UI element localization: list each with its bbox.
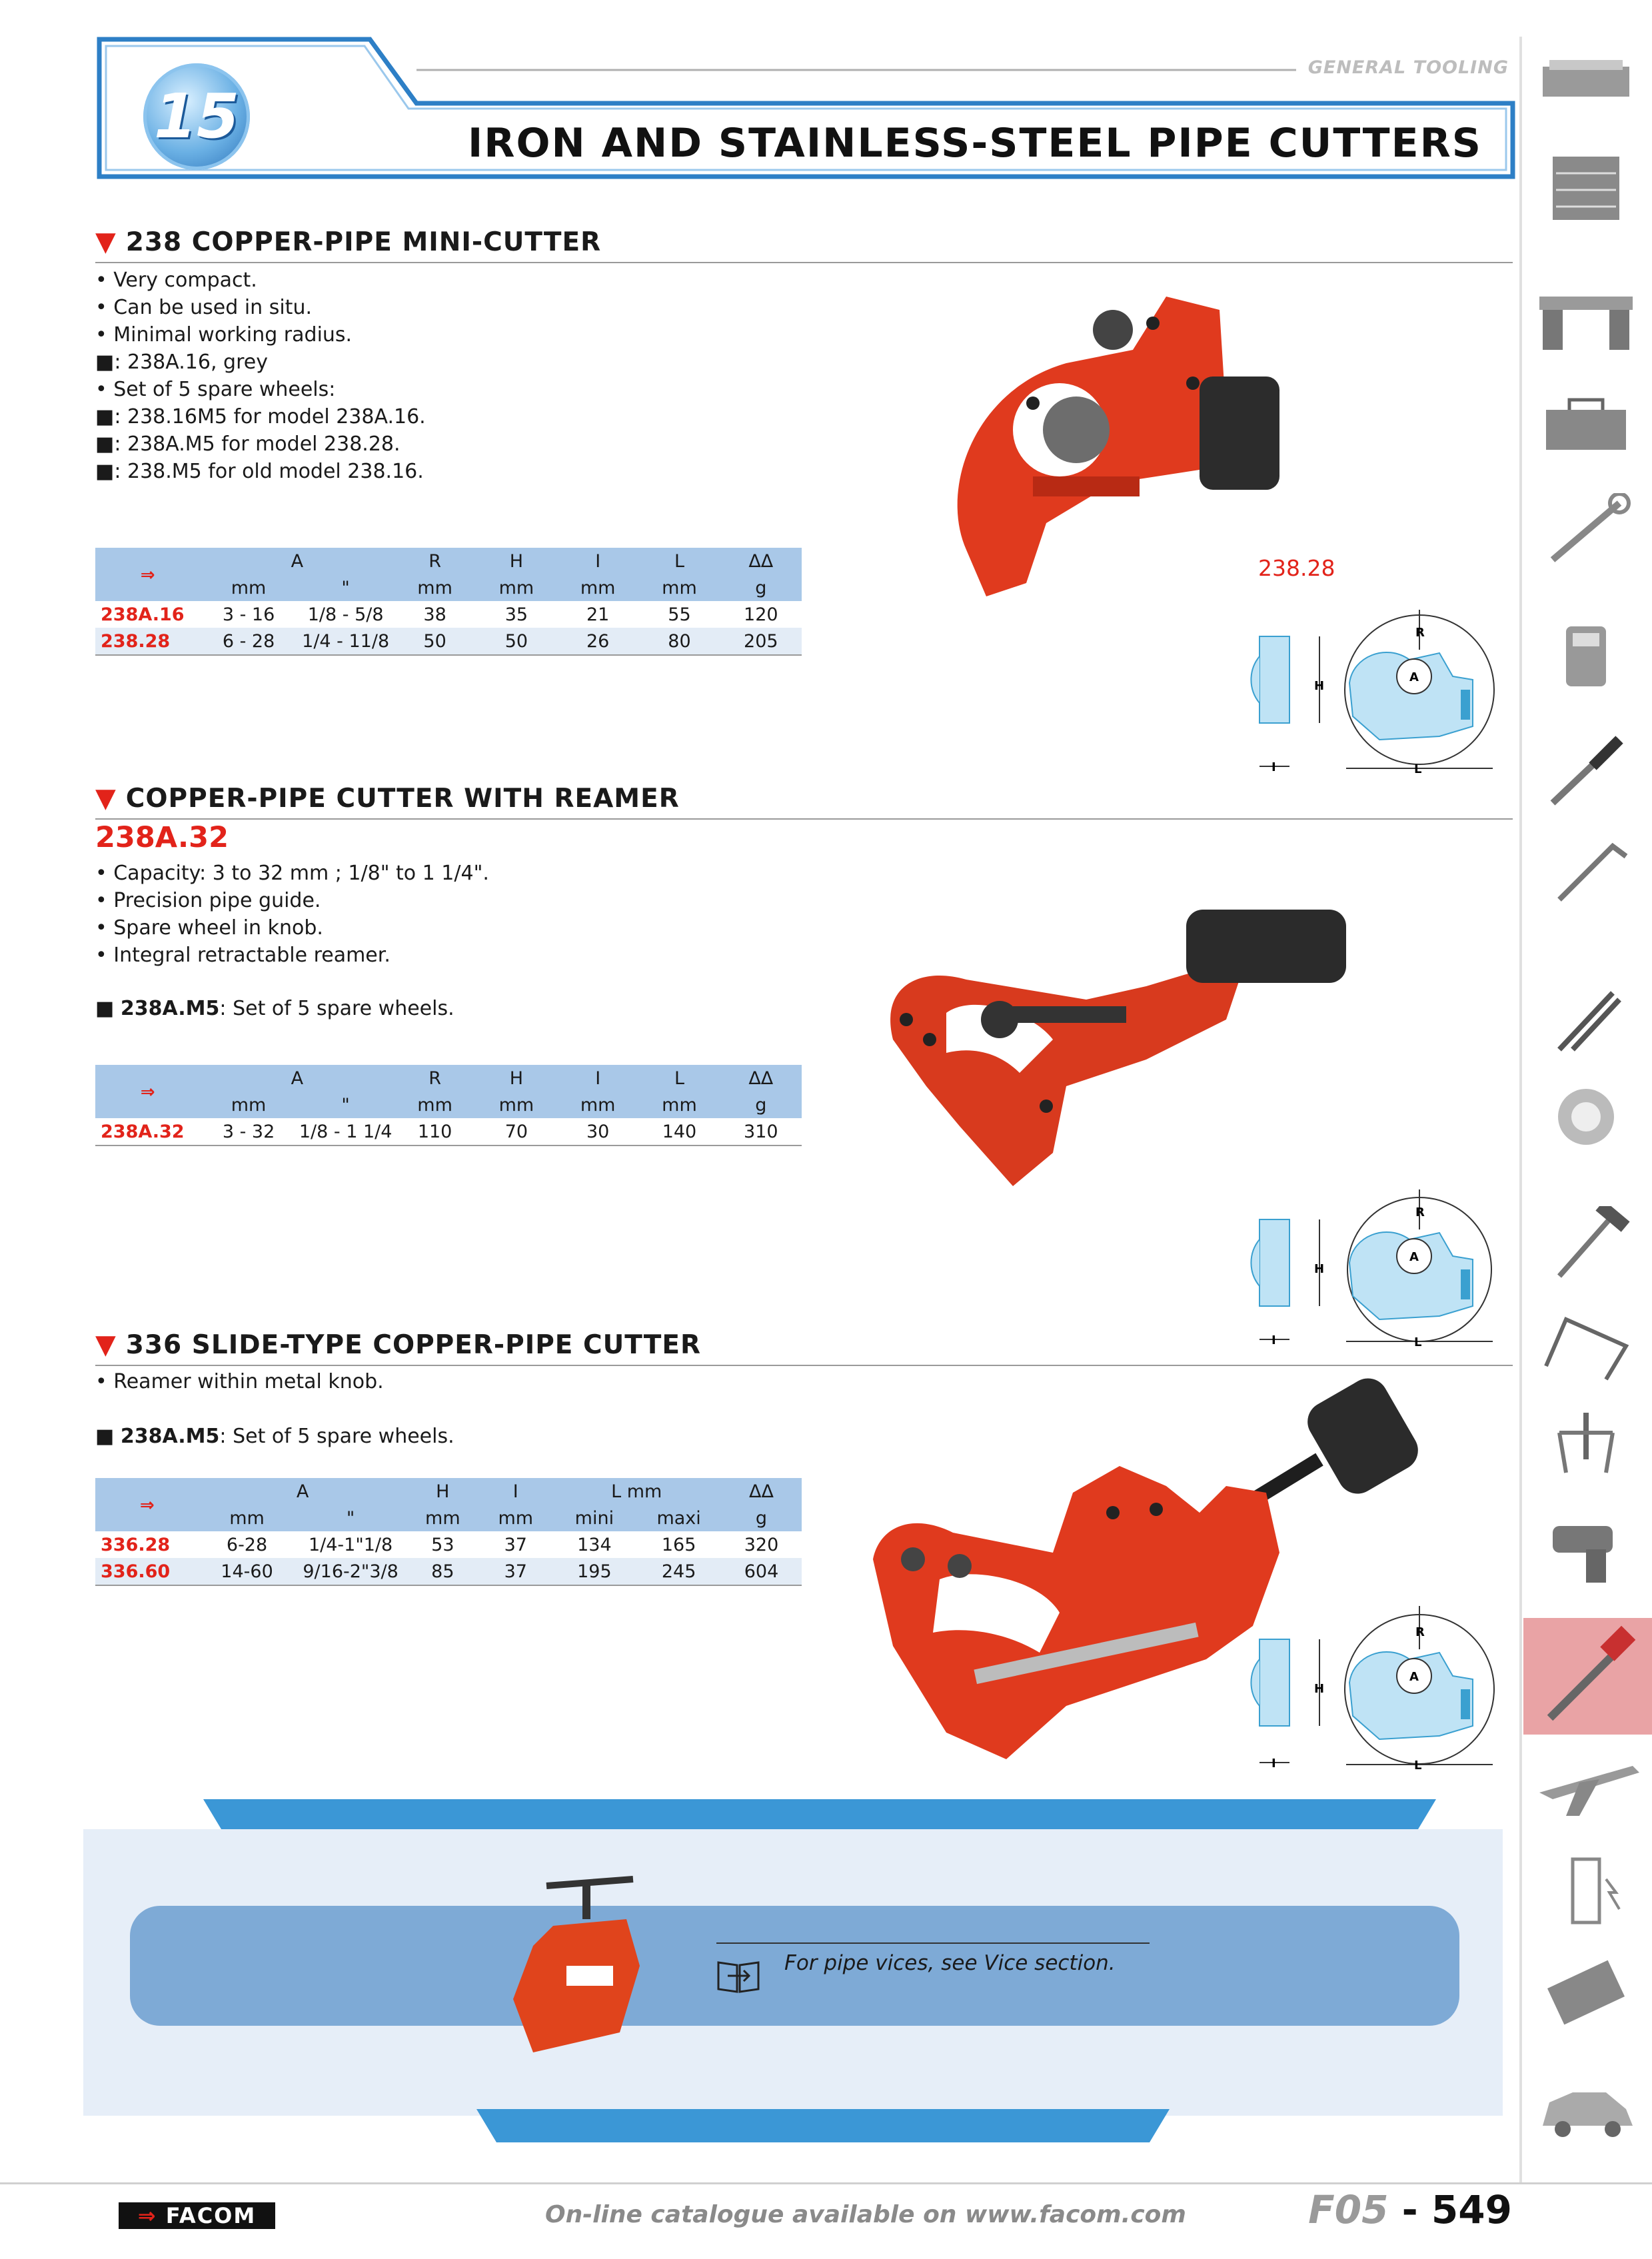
dim-label-r: R bbox=[1415, 626, 1425, 640]
table-cell: 50 bbox=[476, 628, 557, 655]
col-header: A bbox=[200, 548, 394, 574]
table-row bbox=[95, 628, 802, 655]
col-header: L bbox=[638, 548, 720, 574]
table-cell: 134 bbox=[577, 1534, 612, 1555]
dim-label-r: R bbox=[1415, 1205, 1425, 1219]
table-cell: 85 bbox=[407, 1558, 479, 1585]
tab-hacksaw-icon[interactable] bbox=[1526, 1306, 1646, 1381]
red-triangle-icon: ▼ bbox=[95, 227, 117, 257]
tab-workbench-icon[interactable] bbox=[1526, 47, 1646, 121]
red-triangle-icon: ▼ bbox=[95, 1329, 117, 1360]
feature-list bbox=[95, 860, 489, 969]
unit-header: mm bbox=[476, 574, 557, 601]
table-cell: 6 - 28 bbox=[200, 628, 297, 655]
tab-puller-icon[interactable] bbox=[1526, 1406, 1646, 1481]
feature-item: • Spare wheel in knob. bbox=[95, 916, 323, 940]
spare-wheels-note: ■ 238A.M5: Set of 5 spare wheels. bbox=[95, 1425, 454, 1448]
unit-header: mm bbox=[557, 574, 638, 601]
tab-tape-measure-icon[interactable] bbox=[1526, 1080, 1646, 1154]
unit-header: mm bbox=[394, 574, 475, 601]
table-cell: 30 bbox=[557, 1118, 638, 1145]
tab-hex-key-icon[interactable] bbox=[1526, 833, 1646, 908]
info-rule bbox=[716, 1942, 1150, 1944]
page-title: IRON AND STAINLESS-STEEL PIPE CUTTERS bbox=[467, 120, 1482, 167]
tab-electrical-icon[interactable] bbox=[1526, 1853, 1646, 1927]
col-header: I bbox=[557, 1065, 638, 1092]
table-cell: 245 bbox=[636, 1558, 721, 1585]
table-cell: 53 bbox=[431, 1534, 454, 1555]
section-title-reamer: ▼ COPPER-PIPE CUTTER WITH REAMER bbox=[95, 783, 680, 814]
dimension-diagram bbox=[1239, 1599, 1506, 1779]
unit-header: mm bbox=[638, 574, 720, 601]
table-cell: 38 bbox=[423, 604, 446, 625]
dim-label-i: I bbox=[1271, 1333, 1276, 1347]
table-cell: 120 bbox=[744, 604, 778, 625]
dim-label-h: H bbox=[1314, 679, 1325, 693]
info-bottom-band bbox=[476, 2109, 1170, 2142]
dim-label-r: R bbox=[1415, 1625, 1425, 1639]
table-cell: 80 bbox=[638, 628, 720, 655]
dim-label-l: L bbox=[1414, 1759, 1422, 1773]
facom-logo-icon: ⇒ bbox=[95, 1478, 199, 1531]
unit-header: mm bbox=[200, 574, 297, 601]
product-code-heading: 238A.32 bbox=[95, 821, 229, 854]
table-cell: 165 bbox=[661, 1534, 696, 1555]
tab-automotive-icon[interactable] bbox=[1526, 2072, 1646, 2147]
feature-item: ■: 238.M5 for old model 238.16. bbox=[95, 460, 424, 483]
table-cell: 37 bbox=[479, 1558, 552, 1585]
table-cell: 604 bbox=[721, 1558, 802, 1585]
table-cell: 55 bbox=[668, 604, 691, 625]
red-triangle-icon: ▼ bbox=[95, 783, 117, 814]
section-divider bbox=[95, 818, 1513, 820]
spec-table-336 bbox=[95, 1478, 802, 1586]
feature-item: • Can be used in situ. bbox=[95, 296, 312, 319]
col-header: R bbox=[394, 1065, 475, 1092]
feature-list bbox=[95, 1368, 384, 1395]
dim-label-h: H bbox=[1314, 1262, 1325, 1276]
feature-item: ■: 238A.M5 for model 238.28. bbox=[95, 432, 401, 456]
table-row bbox=[95, 1558, 802, 1585]
weight-icon: ΔΔ bbox=[720, 1065, 802, 1092]
col-header: H bbox=[407, 1478, 479, 1505]
table-cell: 21 bbox=[586, 604, 610, 625]
weight-icon: ΔΔ bbox=[720, 548, 802, 574]
unit-header: maxi bbox=[636, 1505, 721, 1531]
feature-item: • Precision pipe guide. bbox=[95, 889, 321, 912]
dim-label-a: A bbox=[1409, 670, 1419, 684]
col-header: I bbox=[479, 1478, 552, 1505]
table-row bbox=[95, 601, 802, 628]
spare-wheels-note: ■ 238A.M5: Set of 5 spare wheels. bbox=[95, 997, 454, 1020]
col-header: R bbox=[394, 548, 475, 574]
info-top-band bbox=[203, 1799, 1436, 1833]
unit-header: " bbox=[297, 1092, 395, 1118]
table-row bbox=[95, 1118, 802, 1145]
tab-toolbox-icon[interactable] bbox=[1526, 386, 1646, 461]
product-code[interactable]: 238.28 bbox=[95, 628, 200, 655]
unit-header: mm bbox=[394, 1092, 475, 1118]
tab-pliers-icon[interactable] bbox=[1526, 980, 1646, 1054]
table-cell: 70 bbox=[476, 1118, 557, 1145]
product-code[interactable]: 336.60 bbox=[95, 1558, 199, 1585]
table-cell: 310 bbox=[720, 1118, 802, 1145]
online-catalogue-text: On-line catalogue available on www.facom.com bbox=[545, 2201, 1186, 2228]
table-cell: 37 bbox=[504, 1534, 527, 1555]
col-header: H bbox=[476, 1065, 557, 1092]
table-cell: 50 bbox=[394, 628, 475, 655]
facom-logo-icon: ⇒ bbox=[95, 548, 200, 601]
section-title-336: ▼ 336 SLIDE-TYPE COPPER-PIPE CUTTER bbox=[95, 1329, 702, 1360]
section-tag: GENERAL TOOLING bbox=[1307, 57, 1509, 78]
weight-icon: ΔΔ bbox=[721, 1478, 802, 1505]
tab-electronics-icon[interactable] bbox=[1526, 1956, 1646, 2030]
unit-header: g bbox=[720, 574, 802, 601]
facom-logo-icon: ⇒ bbox=[95, 1065, 200, 1118]
section-title-238: ▼ 238 COPPER-PIPE MINI-CUTTER bbox=[95, 227, 602, 257]
col-header: L mm bbox=[552, 1478, 721, 1505]
dimension-diagram bbox=[1239, 603, 1506, 776]
spec-table-238 bbox=[95, 548, 802, 656]
tab-roller-cabinet-icon[interactable] bbox=[1526, 150, 1646, 225]
feature-item: ■: 238A.16, grey bbox=[95, 351, 268, 374]
dim-label-l: L bbox=[1414, 1335, 1422, 1349]
table-cell: 1/8 - 5/8 bbox=[307, 604, 384, 625]
unit-header: mini bbox=[552, 1505, 637, 1531]
feature-item: • Set of 5 spare wheels: bbox=[95, 378, 336, 401]
tab-screwdriver-icon[interactable] bbox=[1526, 733, 1646, 808]
unit-header: mm bbox=[407, 1505, 479, 1531]
col-header: A bbox=[200, 1065, 394, 1092]
tab-bench-icon[interactable] bbox=[1526, 283, 1646, 358]
tab-pipe-tools-icon[interactable] bbox=[1523, 1618, 1652, 1735]
feature-item: ■: 238.16M5 for model 238A.16. bbox=[95, 405, 426, 428]
table-cell: 1/4-1"1/8 bbox=[308, 1534, 393, 1555]
reamer-cutter-image bbox=[866, 886, 1373, 1206]
unit-header: " bbox=[297, 574, 395, 601]
table-cell: 1/8 - 1 1/4 bbox=[297, 1118, 395, 1145]
unit-header: mm bbox=[199, 1505, 295, 1531]
unit-header: g bbox=[721, 1505, 802, 1531]
dim-label-i: I bbox=[1271, 760, 1276, 774]
dim-label-a: A bbox=[1409, 1250, 1419, 1264]
table-cell: 205 bbox=[720, 628, 802, 655]
table-cell: 1/4 - 11/8 bbox=[297, 628, 395, 655]
facom-logo: ⇒ FACOM bbox=[119, 2202, 275, 2229]
info-text: For pipe vices, see Vice section. bbox=[784, 1951, 1116, 1975]
product-code[interactable]: 336.28 bbox=[101, 1534, 171, 1555]
footer-rule bbox=[0, 2182, 1652, 2184]
book-reference-icon bbox=[714, 1956, 762, 1996]
table-cell: 6-28 bbox=[226, 1534, 268, 1555]
unit-header: mm bbox=[200, 1092, 297, 1118]
table-cell: 26 bbox=[557, 628, 638, 655]
pipe-vice-image bbox=[506, 1866, 666, 2059]
table-cell: 3 - 32 bbox=[200, 1118, 297, 1145]
product-code[interactable]: 238A.32 bbox=[95, 1118, 200, 1145]
chapter-badge: 15 bbox=[143, 63, 250, 170]
tab-socket-icon[interactable] bbox=[1526, 620, 1646, 694]
table-cell: 320 bbox=[744, 1534, 779, 1555]
col-header: L bbox=[638, 1065, 720, 1092]
image-ref-label: 238.28 bbox=[1258, 555, 1335, 581]
tab-air-tool-icon[interactable] bbox=[1526, 1513, 1646, 1587]
tab-spanner-icon[interactable] bbox=[1526, 493, 1646, 568]
table-cell: 110 bbox=[394, 1118, 475, 1145]
spec-table-238a32 bbox=[95, 1065, 802, 1146]
table-row bbox=[95, 1531, 802, 1558]
table-cell: 195 bbox=[552, 1558, 637, 1585]
unit-header: mm bbox=[479, 1505, 552, 1531]
mini-cutter-image bbox=[913, 270, 1366, 650]
dim-label-h: H bbox=[1314, 1682, 1325, 1696]
tab-aviation-icon[interactable] bbox=[1526, 1746, 1646, 1821]
feature-item: • Minimal working radius. bbox=[95, 323, 353, 347]
table-cell: 140 bbox=[638, 1118, 720, 1145]
section-divider bbox=[95, 262, 1513, 263]
table-cell: 9/16-2"3/8 bbox=[295, 1558, 407, 1585]
feature-item: • Capacity: 3 to 32 mm ; 1/8" to 1 1/4". bbox=[95, 862, 489, 885]
table-cell: 14-60 bbox=[199, 1558, 295, 1585]
product-code[interactable]: 238A.16 bbox=[101, 604, 185, 625]
dim-label-a: A bbox=[1409, 1670, 1419, 1684]
table-cell: 3 - 16 bbox=[222, 604, 275, 625]
dim-label-i: I bbox=[1271, 1757, 1276, 1771]
table-cell: 35 bbox=[504, 604, 528, 625]
feature-item: • Reamer within metal knob. bbox=[95, 1370, 384, 1393]
page-reference: F05 - 549 bbox=[1308, 2187, 1512, 2232]
dimension-diagram bbox=[1239, 1186, 1506, 1359]
unit-header: mm bbox=[557, 1092, 638, 1118]
col-header: H bbox=[476, 548, 557, 574]
unit-header: mm bbox=[638, 1092, 720, 1118]
feature-item: • Integral retractable reamer. bbox=[95, 944, 391, 967]
col-header: A bbox=[199, 1478, 407, 1505]
dim-label-l: L bbox=[1414, 762, 1422, 776]
unit-header: mm bbox=[476, 1092, 557, 1118]
unit-header: g bbox=[720, 1092, 802, 1118]
col-header: I bbox=[557, 548, 638, 574]
feature-item: • Very compact. bbox=[95, 269, 257, 292]
unit-header: " bbox=[295, 1505, 407, 1531]
feature-list bbox=[95, 267, 426, 485]
tab-hammer-icon[interactable] bbox=[1526, 1206, 1646, 1281]
